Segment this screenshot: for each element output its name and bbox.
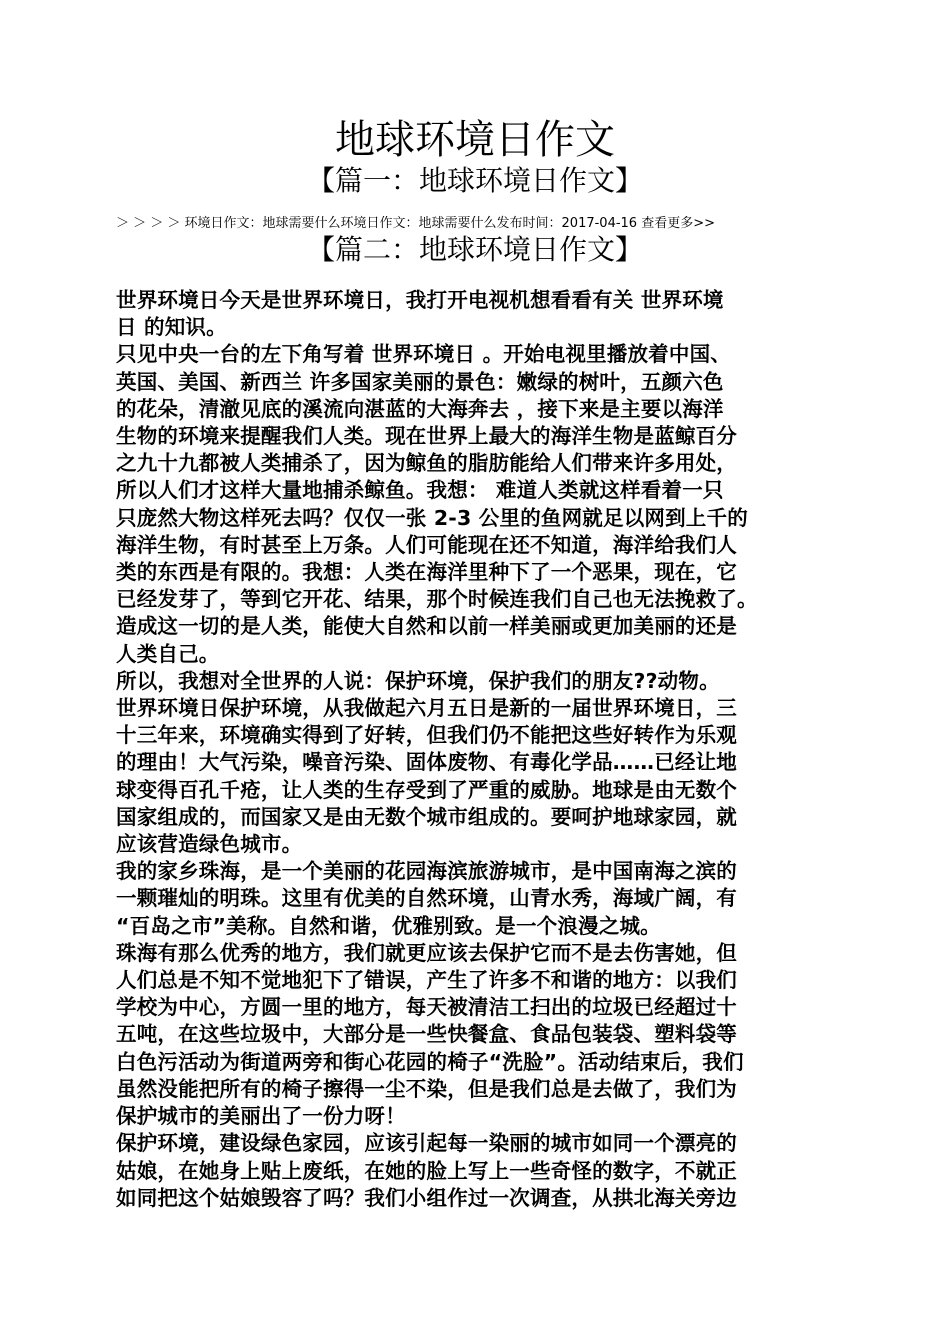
body-line: 如同把这个姑娘毁容了吗？我们小组作过一次调查，从拱北海关旁边 (116, 1185, 737, 1210)
body-line: 类的东西是有限的。我想：人类在海洋里种下了一个恶果，现在，它 (116, 560, 737, 585)
body-line: 之九十九都被人类捕杀了，因为鲸鱼的脂肪能给人们带来许多用处， (116, 451, 737, 476)
body-line: 我的家乡珠海，是一个美丽的花园海滨旅游城市，是中国南海之滨的 (116, 859, 737, 884)
section-heading-2: 【篇二：地球环境日作文】 (306, 233, 643, 266)
body-line: 白色污活动为街道两旁和街心花园的椅子“洗脸”。活动结束后，我们 (116, 1049, 744, 1074)
body-line: 球变得百孔千疮，让人类的生存受到了严重的威胁。地球是由无数个 (116, 777, 737, 802)
section-heading-1: 【篇一：地球环境日作文】 (306, 164, 643, 197)
body-line: 世界环境日今天是世界环境日，我打开电视机想看看有关 世界环境 (116, 288, 724, 312)
body-line: 虽然没能把所有的椅子擦得一尘不染，但是我们总是去做了，我们为 (116, 1076, 737, 1101)
body-line: 应该营造绿色城市。 (116, 832, 303, 857)
body-line: 已经发芽了，等到它开花、结果，那个时候连我们自己也无法挽救了。 (116, 587, 758, 612)
body-line: 姑娘，在她身上贴上废纸，在她的脸上写上一些奇怪的数字，不就正 (116, 1158, 737, 1183)
body-line: 的理由！大气污染，噪音污染、固体废物、有毒化学品……已经让地 (116, 750, 737, 775)
body-line: 只庞然大物这样死去吗？仅仅一张 2-3 公里的鱼网就足以网到上千的 (116, 505, 748, 530)
body-line: 五吨，在这些垃圾中，大部分是一些快餐盒、食品包装袋、塑料袋等 (116, 1022, 737, 1047)
body-line: 世界环境日保护环境，从我做起六月五日是新的一届世界环境日，三 (116, 696, 737, 721)
body-line: 只见中央一台的左下角写着 世界环境日 。开始电视里播放着中国、 (116, 342, 731, 367)
body-line: 英国、美国、新西兰 许多国家美丽的景色：嫩绿的树叶，五颜六色 (116, 369, 724, 394)
body-line: 人们总是不知不觉地犯下了错误，产生了许多不和谐的地方：以我们 (116, 968, 737, 993)
body-line: 一颗璀灿的明珠。这里有优美的自然环境，山青水秀，海域广阔，有 (116, 886, 737, 911)
body-line: 国家组成的，而国家又是由无数个城市组成的。要呵护地球家园，就 (116, 804, 737, 829)
body-line: 珠海有那么优秀的地方，我们就更应该去保护它而不是去伤害她，但 (116, 940, 737, 965)
document-title: 地球环境日作文 (335, 117, 615, 163)
body-line: 保护环境，建设绿色家园，应该引起每一染丽的城市如同一个漂亮的 (116, 1131, 737, 1156)
body-line: 海洋生物，有时甚至上万条。人们可能现在还不知道，海洋给我们人 (116, 532, 737, 557)
body-line: 生物的环境来提醒我们人类。现在世界上最大的海洋生物是蓝鲸百分 (116, 424, 737, 449)
article-body (116, 287, 836, 1212)
body-line: 十三年来，环境确实得到了好转，但我们仍不能把这些好转作为乐观 (116, 723, 737, 748)
body-line: 日 的知识。 (116, 315, 227, 340)
body-line: 的花朵，清澈见底的溪流向湛蓝的大海奔去 ，接下来是主要以海洋 (116, 396, 724, 421)
body-line: 造成这一切的是人类，能使大自然和以前一样美丽或更加美丽的还是 (116, 614, 737, 639)
body-line: 保护城市的美丽出了一份力呀！ (116, 1104, 406, 1129)
body-line: 学校为中心，方圆一里的地方，每天被清洁工扫出的垃圾已经超过十 (116, 995, 737, 1020)
body-line: “百岛之市”美称。自然和谐，优雅别致。是一个浪漫之城。 (116, 913, 661, 938)
meta-line: ＞ ＞ ＞ ＞ 环境日作文：地球需要什么环境日作文：地球需要什么发布时间：2017-04-16 查看更多>> (116, 216, 715, 231)
body-line: 所以，我想对全世界的人说：保护环境，保护我们的朋友??动物。 (116, 668, 720, 693)
body-line: 所以人们才这样大量地捕杀鲸鱼。我想： 难道人类就这样看着一只 (116, 478, 724, 503)
body-line: 人类自己。 (116, 641, 220, 666)
